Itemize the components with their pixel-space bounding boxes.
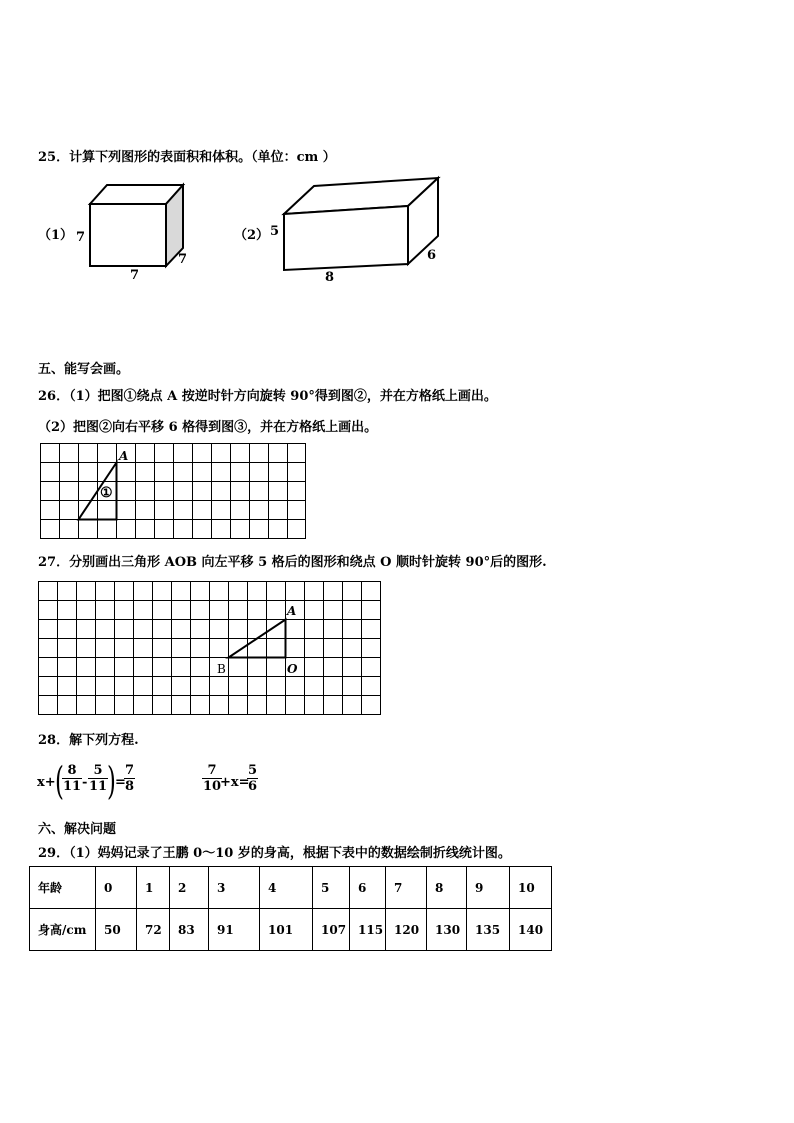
table-cell: 年龄 (30, 867, 96, 909)
q25-title: 25．计算下列图形的表面积和体积。（单位：cm ） (38, 150, 336, 165)
section5-heading: 五、能写会画。 (38, 362, 130, 377)
fig1-length: 7 (130, 268, 140, 283)
table-cell: 3 (209, 867, 260, 909)
table-cell: 135 (467, 909, 510, 951)
fig1-width: 7 (178, 252, 188, 267)
table-cell: 9 (467, 867, 510, 909)
eq2-f-den: 10 (203, 779, 222, 794)
section6-heading: 六、解决问题 (38, 822, 117, 837)
eq2-r-num: 5 (248, 763, 258, 778)
eq1-lhs: x+ (37, 775, 56, 790)
table-cell: 10 (510, 867, 552, 909)
fig1-label: （1） (38, 228, 74, 243)
table-cell: 50 (96, 909, 137, 951)
table-cell: 1 (137, 867, 170, 909)
table-cell: 5 (313, 867, 350, 909)
fig2-label: （2） (234, 228, 270, 243)
table-row-height (30, 909, 552, 951)
q27-point-a: A (287, 604, 297, 618)
table-cell: 6 (350, 867, 386, 909)
eq2-r-den: 6 (248, 779, 258, 794)
table-row-age (30, 867, 552, 909)
table-cell: 72 (137, 909, 170, 951)
q26-point-a: A (119, 449, 129, 463)
q28-text: 28．解下列方程. (38, 733, 139, 748)
eq1-equals: = (115, 775, 126, 790)
table-cell: 0 (96, 867, 137, 909)
eq1-f1-num: 8 (67, 763, 77, 778)
q26-part1: 26．（1）把图①绕点 A 按逆时针方向旋转 90°得到图②，并在方格纸上画出。 (38, 389, 497, 404)
q27-text: 27．分别画出三角形 AOB 向左平移 5 格后的图形和绕点 O 顺时针旋转 90°后的图形. (38, 555, 547, 570)
eq1-r-den: 8 (125, 779, 135, 794)
fig2-height: 5 (270, 224, 280, 239)
table-cell: 83 (170, 909, 209, 951)
table-cell: 8 (427, 867, 467, 909)
eq1-minus: - (82, 775, 88, 790)
q26-grid (40, 443, 306, 539)
table-cell: 115 (350, 909, 386, 951)
eq1-f1-den: 11 (63, 779, 82, 794)
height-table (29, 866, 552, 951)
q26-shape-label: ① (100, 485, 113, 501)
table-cell: 120 (386, 909, 427, 951)
eq1-fraction-1 (62, 763, 82, 794)
q26-part2: （2）把图②向右平移 6 格得到图③，并在方格纸上画出。 (38, 420, 378, 435)
q27-grid (38, 581, 381, 715)
fig2-width: 6 (427, 248, 437, 263)
table-cell: 身高/cm (30, 909, 96, 951)
q27-point-o: O (287, 662, 298, 676)
eq1-result-fraction (124, 763, 135, 794)
fig1-height: 7 (76, 230, 86, 245)
table-cell: 7 (386, 867, 427, 909)
eq2-mid: +x= (220, 775, 250, 790)
eq1-left-paren: ( (54, 759, 64, 803)
eq2-f-num: 7 (207, 763, 217, 778)
table-cell: 4 (260, 867, 313, 909)
eq1-fraction-2 (88, 763, 108, 794)
fig2-length: 8 (325, 270, 335, 285)
table-cell: 107 (313, 909, 350, 951)
table-cell: 91 (209, 909, 260, 951)
table-cell: 140 (510, 909, 552, 951)
table-cell: 130 (427, 909, 467, 951)
table-cell: 101 (260, 909, 313, 951)
eq1-f2-den: 11 (89, 779, 108, 794)
q29-text: 29．（1）妈妈记录了王鹏 0～10 岁的身高，根据下表中的数据绘制折线统计图。 (38, 846, 511, 861)
eq2-result-fraction (247, 763, 258, 794)
eq1-right-paren: ) (106, 759, 116, 803)
q27-point-b: B (217, 662, 226, 676)
eq1-r-num: 7 (125, 763, 135, 778)
table-cell: 2 (170, 867, 209, 909)
eq1-f2-num: 5 (93, 763, 103, 778)
